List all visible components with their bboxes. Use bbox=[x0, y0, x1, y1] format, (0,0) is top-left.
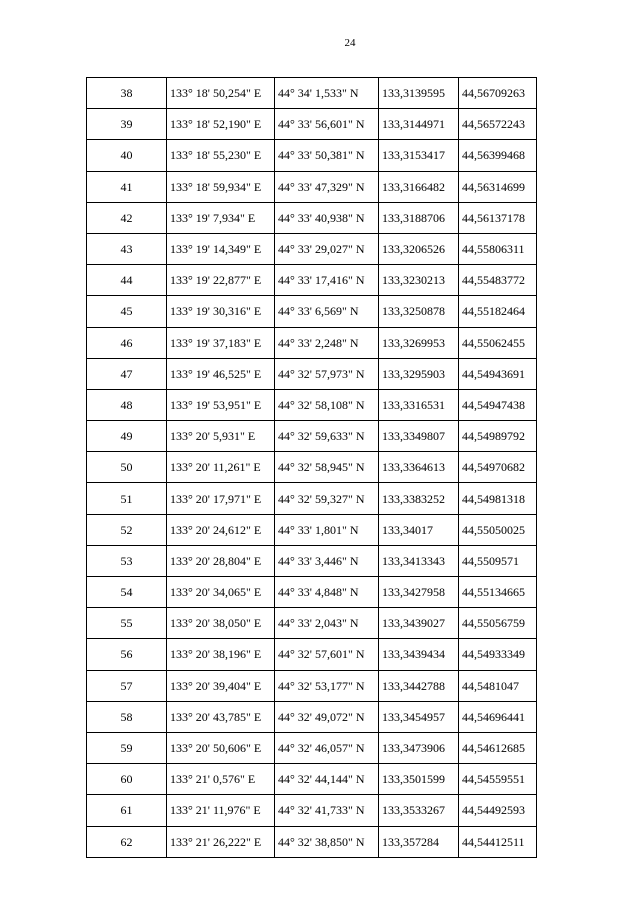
latitude-dms-cell: 44° 32' 38,850" N bbox=[275, 826, 379, 857]
longitude-dms-cell: 133° 20' 39,404" E bbox=[167, 670, 275, 701]
point-number-cell: 53 bbox=[87, 545, 167, 576]
longitude-dms-cell: 133° 20' 28,804" E bbox=[167, 545, 275, 576]
longitude-decimal-cell: 133,3206526 bbox=[379, 233, 459, 264]
table-row bbox=[87, 327, 537, 358]
table-row bbox=[87, 171, 537, 202]
table-row bbox=[87, 577, 537, 608]
point-number-cell: 45 bbox=[87, 296, 167, 327]
longitude-dms-cell: 133° 19' 14,349" E bbox=[167, 233, 275, 264]
latitude-dms-cell: 44° 33' 2,043" N bbox=[275, 608, 379, 639]
longitude-dms-cell: 133° 20' 11,261" E bbox=[167, 452, 275, 483]
latitude-decimal-cell: 44,55134665 bbox=[459, 577, 537, 608]
latitude-decimal-cell: 44,56314699 bbox=[459, 171, 537, 202]
table-row bbox=[87, 389, 537, 420]
longitude-dms-cell: 133° 19' 46,525" E bbox=[167, 358, 275, 389]
point-number-cell: 49 bbox=[87, 421, 167, 452]
table-row bbox=[87, 78, 537, 109]
table-row bbox=[87, 358, 537, 389]
table-row bbox=[87, 670, 537, 701]
point-number-cell: 54 bbox=[87, 577, 167, 608]
latitude-decimal-cell: 44,54981318 bbox=[459, 483, 537, 514]
latitude-decimal-cell: 44,54970682 bbox=[459, 452, 537, 483]
longitude-decimal-cell: 133,3139595 bbox=[379, 78, 459, 109]
point-number-cell: 46 bbox=[87, 327, 167, 358]
longitude-dms-cell: 133° 19' 37,183" E bbox=[167, 327, 275, 358]
longitude-decimal-cell: 133,3316531 bbox=[379, 389, 459, 420]
longitude-decimal-cell: 133,3473906 bbox=[379, 732, 459, 763]
latitude-dms-cell: 44° 33' 56,601" N bbox=[275, 109, 379, 140]
longitude-decimal-cell: 133,34017 bbox=[379, 514, 459, 545]
page-number: 24 bbox=[344, 37, 356, 49]
point-number-cell: 43 bbox=[87, 233, 167, 264]
latitude-decimal-cell: 44,54612685 bbox=[459, 732, 537, 763]
longitude-dms-cell: 133° 19' 53,951" E bbox=[167, 389, 275, 420]
latitude-dms-cell: 44° 33' 29,027" N bbox=[275, 233, 379, 264]
longitude-decimal-cell: 133,3188706 bbox=[379, 202, 459, 233]
longitude-dms-cell: 133° 20' 38,050" E bbox=[167, 608, 275, 639]
point-number-cell: 57 bbox=[87, 670, 167, 701]
latitude-decimal-cell: 44,56572243 bbox=[459, 109, 537, 140]
longitude-decimal-cell: 133,3439027 bbox=[379, 608, 459, 639]
table-row bbox=[87, 483, 537, 514]
longitude-decimal-cell: 133,3166482 bbox=[379, 171, 459, 202]
longitude-dms-cell: 133° 21' 11,976" E bbox=[167, 795, 275, 826]
table-row bbox=[87, 514, 537, 545]
latitude-dms-cell: 44° 33' 40,938" N bbox=[275, 202, 379, 233]
latitude-dms-cell: 44° 32' 59,327" N bbox=[275, 483, 379, 514]
table-row bbox=[87, 452, 537, 483]
latitude-dms-cell: 44° 33' 3,446" N bbox=[275, 545, 379, 576]
latitude-decimal-cell: 44,54492593 bbox=[459, 795, 537, 826]
table-row bbox=[87, 545, 537, 576]
longitude-decimal-cell: 133,3250878 bbox=[379, 296, 459, 327]
point-number-cell: 48 bbox=[87, 389, 167, 420]
longitude-decimal-cell: 133,3413343 bbox=[379, 545, 459, 576]
latitude-dms-cell: 44° 32' 59,633" N bbox=[275, 421, 379, 452]
latitude-dms-cell: 44° 32' 57,601" N bbox=[275, 639, 379, 670]
table-row bbox=[87, 421, 537, 452]
latitude-decimal-cell: 44,54943691 bbox=[459, 358, 537, 389]
point-number-cell: 41 bbox=[87, 171, 167, 202]
latitude-dms-cell: 44° 33' 6,569" N bbox=[275, 296, 379, 327]
point-number-cell: 52 bbox=[87, 514, 167, 545]
longitude-dms-cell: 133° 18' 55,230" E bbox=[167, 140, 275, 171]
table-row bbox=[87, 296, 537, 327]
longitude-dms-cell: 133° 19' 7,934" E bbox=[167, 202, 275, 233]
latitude-decimal-cell: 44,54989792 bbox=[459, 421, 537, 452]
point-number-cell: 55 bbox=[87, 608, 167, 639]
table-row bbox=[87, 732, 537, 763]
longitude-dms-cell: 133° 20' 43,785" E bbox=[167, 701, 275, 732]
point-number-cell: 50 bbox=[87, 452, 167, 483]
latitude-decimal-cell: 44,5481047 bbox=[459, 670, 537, 701]
latitude-decimal-cell: 44,55056759 bbox=[459, 608, 537, 639]
latitude-dms-cell: 44° 32' 57,973" N bbox=[275, 358, 379, 389]
latitude-decimal-cell: 44,54696441 bbox=[459, 701, 537, 732]
longitude-dms-cell: 133° 18' 52,190" E bbox=[167, 109, 275, 140]
table-row bbox=[87, 639, 537, 670]
latitude-dms-cell: 44° 33' 4,848" N bbox=[275, 577, 379, 608]
latitude-dms-cell: 44° 33' 47,329" N bbox=[275, 171, 379, 202]
point-number-cell: 60 bbox=[87, 764, 167, 795]
point-number-cell: 38 bbox=[87, 78, 167, 109]
longitude-decimal-cell: 133,3153417 bbox=[379, 140, 459, 171]
longitude-decimal-cell: 133,3364613 bbox=[379, 452, 459, 483]
table-row bbox=[87, 265, 537, 296]
longitude-decimal-cell: 133,3230213 bbox=[379, 265, 459, 296]
latitude-decimal-cell: 44,54412511 bbox=[459, 826, 537, 857]
point-number-cell: 61 bbox=[87, 795, 167, 826]
latitude-dms-cell: 44° 33' 1,801" N bbox=[275, 514, 379, 545]
point-number-cell: 59 bbox=[87, 732, 167, 763]
point-number-cell: 44 bbox=[87, 265, 167, 296]
latitude-dms-cell: 44° 33' 17,416" N bbox=[275, 265, 379, 296]
latitude-decimal-cell: 44,55182464 bbox=[459, 296, 537, 327]
longitude-dms-cell: 133° 19' 22,877" E bbox=[167, 265, 275, 296]
longitude-dms-cell: 133° 18' 50,254" E bbox=[167, 78, 275, 109]
latitude-dms-cell: 44° 32' 53,177" N bbox=[275, 670, 379, 701]
latitude-decimal-cell: 44,55062455 bbox=[459, 327, 537, 358]
latitude-decimal-cell: 44,56399468 bbox=[459, 140, 537, 171]
latitude-dms-cell: 44° 32' 49,072" N bbox=[275, 701, 379, 732]
point-number-cell: 39 bbox=[87, 109, 167, 140]
table-row bbox=[87, 233, 537, 264]
latitude-decimal-cell: 44,56709263 bbox=[459, 78, 537, 109]
latitude-dms-cell: 44° 32' 58,945" N bbox=[275, 452, 379, 483]
table-row bbox=[87, 202, 537, 233]
table-row bbox=[87, 795, 537, 826]
latitude-decimal-cell: 44,5509571 bbox=[459, 545, 537, 576]
table-row bbox=[87, 826, 537, 857]
latitude-decimal-cell: 44,55050025 bbox=[459, 514, 537, 545]
table-row bbox=[87, 764, 537, 795]
point-number-cell: 56 bbox=[87, 639, 167, 670]
point-number-cell: 62 bbox=[87, 826, 167, 857]
longitude-decimal-cell: 133,3269953 bbox=[379, 327, 459, 358]
latitude-dms-cell: 44° 33' 50,381" N bbox=[275, 140, 379, 171]
longitude-decimal-cell: 133,3533267 bbox=[379, 795, 459, 826]
latitude-decimal-cell: 44,54947438 bbox=[459, 389, 537, 420]
point-number-cell: 51 bbox=[87, 483, 167, 514]
longitude-dms-cell: 133° 20' 50,606" E bbox=[167, 732, 275, 763]
table-row bbox=[87, 701, 537, 732]
longitude-dms-cell: 133° 20' 24,612" E bbox=[167, 514, 275, 545]
table-row bbox=[87, 140, 537, 171]
longitude-dms-cell: 133° 20' 5,931" E bbox=[167, 421, 275, 452]
longitude-decimal-cell: 133,3349807 bbox=[379, 421, 459, 452]
point-number-cell: 58 bbox=[87, 701, 167, 732]
point-number-cell: 40 bbox=[87, 140, 167, 171]
latitude-dms-cell: 44° 32' 44,144" N bbox=[275, 764, 379, 795]
latitude-decimal-cell: 44,56137178 bbox=[459, 202, 537, 233]
longitude-dms-cell: 133° 21' 0,576" E bbox=[167, 764, 275, 795]
longitude-decimal-cell: 133,3501599 bbox=[379, 764, 459, 795]
latitude-decimal-cell: 44,55483772 bbox=[459, 265, 537, 296]
longitude-decimal-cell: 133,3454957 bbox=[379, 701, 459, 732]
longitude-dms-cell: 133° 20' 38,196" E bbox=[167, 639, 275, 670]
latitude-decimal-cell: 44,54559551 bbox=[459, 764, 537, 795]
point-number-cell: 42 bbox=[87, 202, 167, 233]
longitude-dms-cell: 133° 21' 26,222" E bbox=[167, 826, 275, 857]
longitude-decimal-cell: 133,357284 bbox=[379, 826, 459, 857]
latitude-dms-cell: 44° 32' 41,733" N bbox=[275, 795, 379, 826]
longitude-dms-cell: 133° 20' 34,065" E bbox=[167, 577, 275, 608]
latitude-decimal-cell: 44,55806311 bbox=[459, 233, 537, 264]
coordinates-table bbox=[86, 77, 537, 858]
latitude-dms-cell: 44° 32' 46,057" N bbox=[275, 732, 379, 763]
longitude-decimal-cell: 133,3383252 bbox=[379, 483, 459, 514]
latitude-decimal-cell: 44,54933349 bbox=[459, 639, 537, 670]
longitude-decimal-cell: 133,3442788 bbox=[379, 670, 459, 701]
longitude-dms-cell: 133° 20' 17,971" E bbox=[167, 483, 275, 514]
longitude-dms-cell: 133° 18' 59,934" E bbox=[167, 171, 275, 202]
table-row bbox=[87, 608, 537, 639]
longitude-dms-cell: 133° 19' 30,316" E bbox=[167, 296, 275, 327]
point-number-cell: 47 bbox=[87, 358, 167, 389]
latitude-dms-cell: 44° 32' 58,108" N bbox=[275, 389, 379, 420]
longitude-decimal-cell: 133,3439434 bbox=[379, 639, 459, 670]
longitude-decimal-cell: 133,3144971 bbox=[379, 109, 459, 140]
coordinates-table-body bbox=[87, 78, 537, 858]
longitude-decimal-cell: 133,3295903 bbox=[379, 358, 459, 389]
latitude-dms-cell: 44° 33' 2,248" N bbox=[275, 327, 379, 358]
latitude-dms-cell: 44° 34' 1,533" N bbox=[275, 78, 379, 109]
table-row bbox=[87, 109, 537, 140]
longitude-decimal-cell: 133,3427958 bbox=[379, 577, 459, 608]
